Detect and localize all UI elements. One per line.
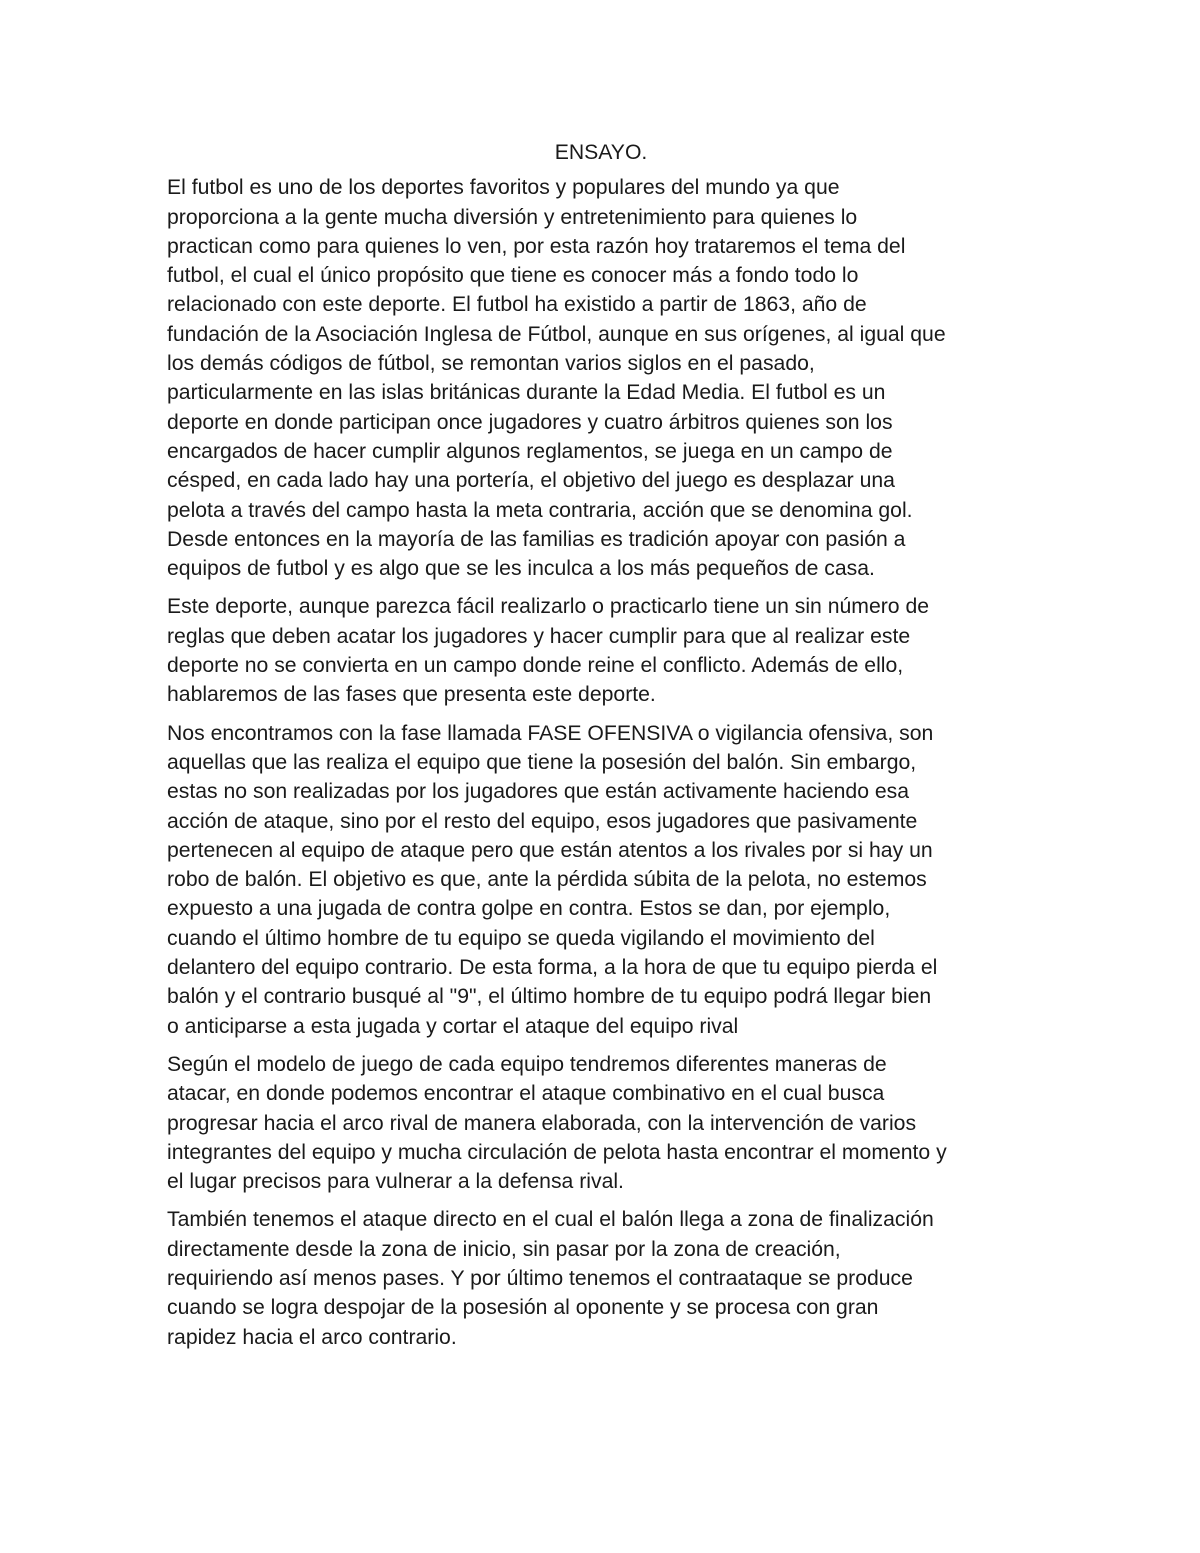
paragraph-line: acción de ataque, sino por el resto del equipo, esos jugadores que pasivamente xyxy=(167,809,918,833)
paragraph-line: equipos de futbol y es algo que se les inculca a los más pequeños de casa. xyxy=(167,557,875,581)
paragraph-line: practican como para quienes lo ven, por esta razón hoy trataremos el tema del xyxy=(167,234,906,258)
paragraph-line: deporte no se convierta en un campo donde reine el conflicto. Además de ello, xyxy=(167,654,904,678)
paragraph-line: relacionado con este deporte. El futbol ha existido a partir de 1863, año de xyxy=(167,293,867,317)
paragraph-line: integrantes del equipo y mucha circulación de pelota hasta encontrar el momento y xyxy=(167,1140,947,1164)
paragraph-3 xyxy=(167,719,1035,1041)
document-title: ENSAYO. xyxy=(554,141,648,164)
paragraph-line: atacar, en donde podemos encontrar el ataque combinativo en el cual busca xyxy=(167,1082,885,1106)
paragraph-line: futbol, el cual el único propósito que tiene es conocer más a fondo todo lo xyxy=(167,264,859,288)
paragraph-line: césped, en cada lado hay una portería, el objetivo del juego es desplazar una xyxy=(167,469,895,493)
paragraph-line: Este deporte, aunque parezca fácil realizarlo o practicarlo tiene un sin número de xyxy=(167,595,930,619)
paragraph-5 xyxy=(167,1205,1035,1351)
paragraph-line: particularmente en las islas británicas durante la Edad Media. El futbol es un xyxy=(167,381,886,405)
paragraph-line: o anticiparse a esta jugada y cortar el ataque del equipo rival xyxy=(167,1014,739,1038)
paragraph-line: reglas que deben acatar los jugadores y hacer cumplir para que al realizar este xyxy=(167,624,911,648)
paragraph-line: El futbol es uno de los deportes favoritos y populares del mundo ya que xyxy=(167,176,840,200)
paragraph-line: delantero del equipo contrario. De esta forma, a la hora de que tu equipo pierda el xyxy=(167,956,938,980)
paragraph-line: pelota a través del campo hasta la meta contraria, acción que se denomina gol. xyxy=(167,498,913,522)
paragraph-line: estas no son realizadas por los jugadores que están activamente haciendo esa xyxy=(167,780,910,804)
paragraph-line: encargados de hacer cumplir algunos reglamentos, se juega en un campo de xyxy=(167,439,893,463)
paragraph-line: requiriendo así menos pases. Y por último tenemos el contraataque se produce xyxy=(167,1266,913,1290)
paragraph-line: progresar hacia el arco rival de manera elaborada, con la intervención de varios xyxy=(167,1111,917,1135)
paragraph-line: fundación de la Asociación Inglesa de Fútbol, aunque en sus orígenes, al igual que xyxy=(167,322,946,346)
paragraph-line: robo de balón. El objetivo es que, ante la pérdida súbita de la pelota, no estemos xyxy=(167,868,927,892)
paragraph-list xyxy=(167,173,1035,1352)
paragraph-line: También tenemos el ataque directo en el cual el balón llega a zona de finalización xyxy=(167,1208,934,1232)
paragraph-line: deporte en donde participan once jugadores y cuatro árbitros quienes son los xyxy=(167,410,893,434)
paragraph-2 xyxy=(167,592,1035,709)
paragraph-line: rapidez hacia el arco contrario. xyxy=(167,1325,457,1349)
paragraph-line: balón y el contrario busqué al "9", el último hombre de tu equipo podrá llegar bien xyxy=(167,985,932,1009)
paragraph-line: proporciona a la gente mucha diversión y entretenimiento para quienes lo xyxy=(167,205,858,229)
paragraph-line: los demás códigos de fútbol, se remontan varios siglos en el pasado, xyxy=(167,352,815,376)
paragraph-line: hablaremos de las fases que presenta este deporte. xyxy=(167,683,656,707)
paragraph-line: cuando el último hombre de tu equipo se queda vigilando el movimiento del xyxy=(167,926,875,950)
paragraph-line: Nos encontramos con la fase llamada FASE OFENSIVA o vigilancia ofensiva, son xyxy=(167,721,934,745)
paragraph-4 xyxy=(167,1050,1035,1196)
paragraph-line: cuando se logra despojar de la posesión al oponente y se procesa con gran xyxy=(167,1296,879,1320)
paragraph-line: expuesto a una jugada de contra golpe en contra. Estos se dan, por ejemplo, xyxy=(167,897,891,921)
paragraph-line: Desde entonces en la mayoría de las familias es tradición apoyar con pasión a xyxy=(167,527,906,551)
paragraph-line: directamente desde la zona de inicio, sin pasar por la zona de creación, xyxy=(167,1237,841,1261)
paragraph-line: pertenecen al equipo de ataque pero que están atentos a los rivales por si hay un xyxy=(167,838,933,862)
paragraph-line: Según el modelo de juego de cada equipo tendremos diferentes maneras de xyxy=(167,1052,887,1076)
paragraph-line: aquellas que las realiza el equipo que tiene la posesión del balón. Sin embargo, xyxy=(167,750,917,774)
paragraph-1 xyxy=(167,173,1035,583)
paragraph-line: el lugar precisos para vulnerar a la defensa rival. xyxy=(167,1170,624,1194)
document-body xyxy=(167,138,1035,1361)
